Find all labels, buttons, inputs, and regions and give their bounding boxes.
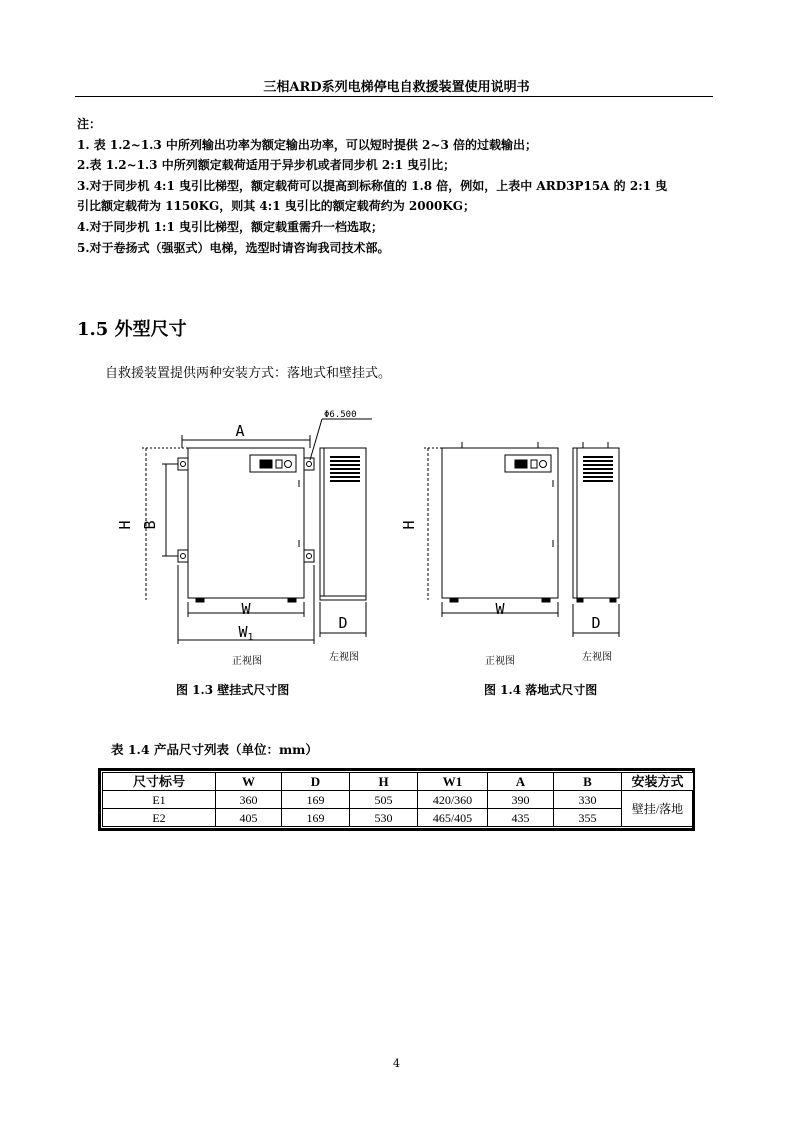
dim-label-d: D [591,614,601,632]
section-intro: 自救援装置提供两种安装方式：落地式和壁挂式。 [105,366,392,381]
table-cell: E1 [103,791,216,809]
table-cell: 355 [554,809,622,827]
dim-label-b: B [141,520,159,530]
table-cell: 405 [216,809,282,827]
table-row [103,809,694,827]
note-item: 引比额定载荷为 1150KG，则其 4:1 曳引比的额定载荷约为 2000KG； [77,199,475,214]
install-type-cell: 壁挂/落地 [622,791,694,827]
table-cell: 435 [488,809,554,827]
dim-label-w: W [495,600,505,618]
table-cell: 360 [216,791,282,809]
dimension-table [98,768,695,831]
table-cell: 330 [554,791,622,809]
table-cell: E2 [103,809,216,827]
note-item: 2.表 1.2~1.3 中所列额定载荷适用于异步机或者同步机 2:1 曳引比； [77,158,456,173]
note-item: 4.对于同步机 1:1 曳引比梯型，额定载重需升一档选取； [77,219,384,234]
view-label-front: 正视图 [485,656,515,667]
column-header: B [554,773,622,791]
dim-label-a: A [235,422,245,440]
column-header: W [216,773,282,791]
table-cell: 169 [282,809,350,827]
wall-mount-side-view [320,448,366,637]
view-label-left: 左视图 [329,652,359,663]
table-row [103,791,694,809]
column-header: W1 [418,773,488,791]
note-item: 1. 表 1.2~1.3 中所列输出功率为额定输出功率，可以短时提供 2~3 倍的过载输出； [77,137,537,152]
figure-caption: 图 1.3 壁挂式尺寸图 [176,683,290,697]
column-header: H [350,773,418,791]
table-header-row [103,773,694,791]
hole-label: Φ6.500 [324,410,357,420]
view-label-front: 正视图 [232,656,262,667]
column-header: A [488,773,554,791]
table-cell: 505 [350,791,418,809]
dim-label-h: H [400,520,418,530]
dim-label-w: W [241,600,251,618]
figure-caption: 图 1.4 落地式尺寸图 [484,683,598,697]
dim-label-h: H [116,520,134,530]
header-title: 三相ARD系列电梯停电自救援装置使用说明书 [263,80,530,95]
column-header: D [282,773,350,791]
view-label-left: 左视图 [582,652,612,663]
dim-label-w1: $W_1$ [238,623,254,643]
section-title: 1.5 外型尺寸 [77,319,187,340]
header-divider [75,96,713,97]
table-cell: 530 [350,809,418,827]
page-number: 4 [393,1057,400,1070]
dim-label-d: D [338,614,348,632]
table-cell: 169 [282,791,350,809]
table-cell: 420/360 [418,791,488,809]
wall-mount-front-view [142,419,372,644]
notes-block [77,114,727,258]
note-item: 5.对于卷扬式（强驱式）电梯，选型时请咨询我司技术部。 [77,240,390,255]
floor-standing-front-view [424,442,558,617]
dimension-drawings [110,405,630,670]
column-header: 尺寸标号 [103,773,216,791]
notes-heading: 注： [77,117,102,131]
table-cell: 390 [488,791,554,809]
floor-standing-side-view [573,442,619,637]
table-cell: 465/405 [418,809,488,827]
table-title: 表 1.4 产品尺寸列表（单位：mm） [111,742,318,757]
note-item: 3.对于同步机 4:1 曳引比梯型，额定载荷可以提高到标称值的 1.8 倍，例如，上表中 ARD3P15A 的 2:1 曳 [77,178,668,193]
column-header: 安装方式 [622,773,694,791]
